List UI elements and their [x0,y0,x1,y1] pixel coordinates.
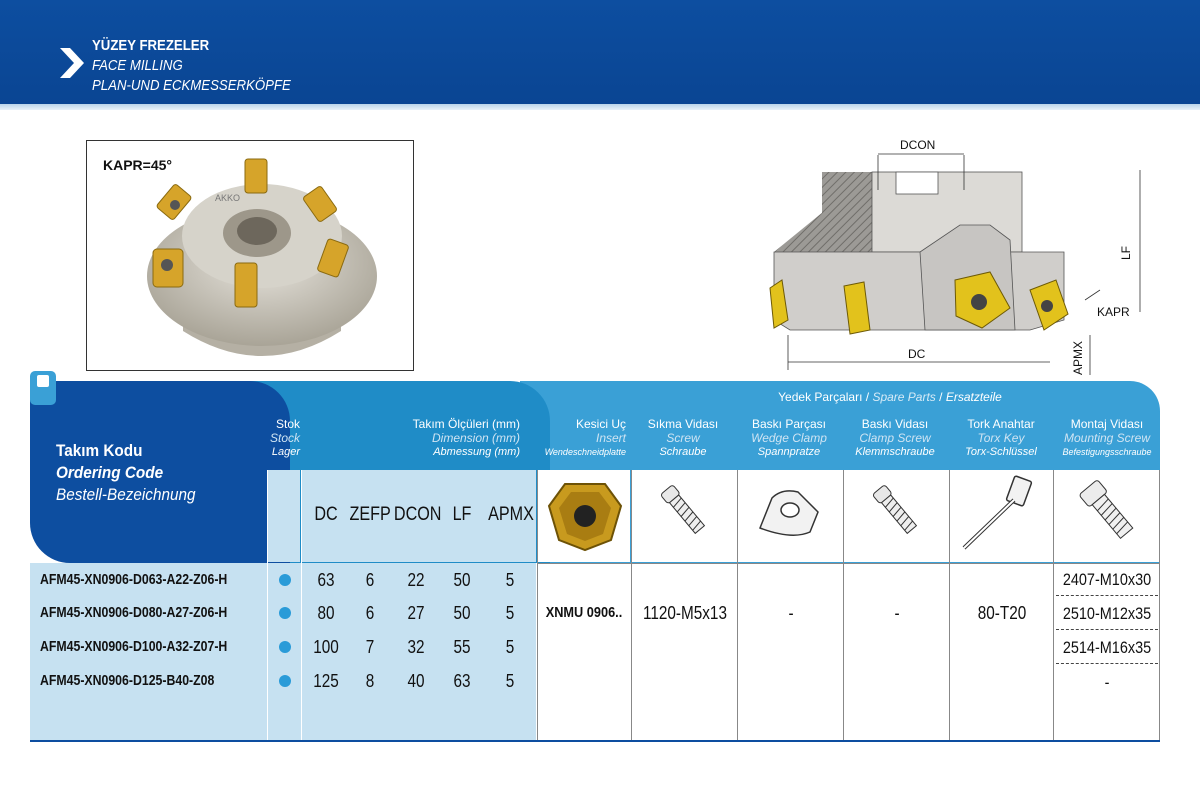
mounting-screw-icon [1070,478,1146,544]
ordering-code-en: Ordering Code [56,463,164,482]
ordering-code-row-2: AFM45-XN0906-D080-A27-Z06-H [40,604,228,621]
cell-dc: 100 [313,637,339,657]
dimension-header: Takım Ölçüleri (mm) Dimension (mm) Abmessung (mm) [412,417,520,458]
cell-dc: 63 [317,570,335,590]
torx-key-header: Tork Anahtar Torx Key Torx-Schlüssel [965,417,1037,458]
screw-header: Sıkma Vidası Screw Schraube [647,417,719,458]
cell-lf: 50 [453,570,471,590]
cell-zefp: 6 [365,570,375,590]
header-divider [0,104,1200,110]
ordering-code-header [30,381,290,563]
mounting-screw-value-3: 2514-M16x35 [1062,638,1152,657]
cell-dcon: 32 [407,637,425,657]
kapr-dimension-label: KAPR [1097,305,1130,319]
cell-dcon: 22 [407,570,425,590]
cell-zefp: 8 [365,671,375,691]
lf-dimension-label: LF [1119,245,1133,260]
wedge-value: - [788,603,794,623]
stock-dot [279,574,291,586]
torx-key-icon [958,472,1044,554]
section-title: YÜZEY FREZELER [92,37,210,54]
cell-dcon: 40 [407,671,425,691]
cell-apmx: 5 [505,603,515,623]
cell-zefp: 7 [365,637,375,657]
mounting-screw-value-4: - [1104,673,1110,692]
mounting-screw-value-2: 2510-M12x35 [1062,604,1152,623]
cell-lf: 50 [453,603,471,623]
cell-dcon: 27 [407,603,425,623]
stock-dot [279,641,291,653]
section-subtitle-en: FACE MILLING [92,57,183,74]
ordering-code-row-4: AFM45-XN0906-D125-B40-Z08 [40,672,215,689]
wedge-header: Baskı Parçası Wedge Clamp Spannpratze [751,417,827,458]
insert-icon [545,478,625,553]
mounting-screw-header: Montaj Vidası Mounting Screw Befestigungsschraube [1062,417,1152,457]
cell-lf: 55 [453,637,471,657]
screw-value: 1120-M5x13 [643,603,727,623]
clamp-screw-icon [860,478,930,544]
technical-drawing [760,130,1160,380]
ordering-code-tr: Takım Kodu [56,441,143,460]
chevron-right-icon [58,46,86,80]
wedge-clamp-icon [752,482,828,544]
col-zefp: ZEFP [349,504,391,525]
stock-header-cell [268,470,300,562]
cell-apmx: 5 [505,570,515,590]
brand-engraving: AKKO [215,193,241,203]
dcon-dimension-label: DCON [900,138,936,152]
cell-apmx: 5 [505,671,515,691]
screw-icon [648,478,718,544]
ordering-code-row-1: AFM45-XN0906-D063-A22-Z06-H [40,571,228,588]
ordering-code-row-3: AFM45-XN0906-D100-A32-Z07-H [40,638,228,655]
cell-apmx: 5 [505,637,515,657]
stock-dot [279,607,291,619]
table-bottom-border [30,740,1160,742]
section-subtitle-de: PLAN-UND ECKMESSERKÖPFE [92,77,291,94]
cell-dc: 125 [313,671,339,691]
mounting-screw-value-1: 2407-M10x30 [1062,570,1152,589]
cell-zefp: 6 [365,603,375,623]
insert-header: Kesici Uç Insert Wendeschneidplatte [544,417,626,457]
dc-dimension-label: DC [908,347,926,361]
product-photo [86,140,414,371]
spare-parts-title: Yedek Parçaları / Spare Parts / Ersatzteile [778,390,1002,404]
col-apmx: APMX [488,504,534,525]
clamp-screw-value: - [894,603,900,623]
col-lf: LF [452,504,472,525]
col-dcon: DCON [393,504,442,525]
torx-key-value: 80-T20 [977,603,1027,623]
cell-dc: 80 [317,603,335,623]
milling-cutter-image [87,141,413,370]
col-dc: DC [314,504,338,525]
table-tab-icon [30,371,56,405]
cell-lf: 63 [453,671,471,691]
insert-value: XNMU 0906.. [545,604,623,621]
stock-dot [279,675,291,687]
kapr-angle-label: KAPR=45° [103,157,173,173]
ordering-code-de: Bestell-Bezeichnung [56,485,196,504]
clamp-screw-header: Baskı Vidası Clamp Screw Klemmschraube [855,417,935,458]
apmx-dimension-label: APMX [1071,340,1085,375]
stock-header: Stok Stock Lager [269,417,300,458]
